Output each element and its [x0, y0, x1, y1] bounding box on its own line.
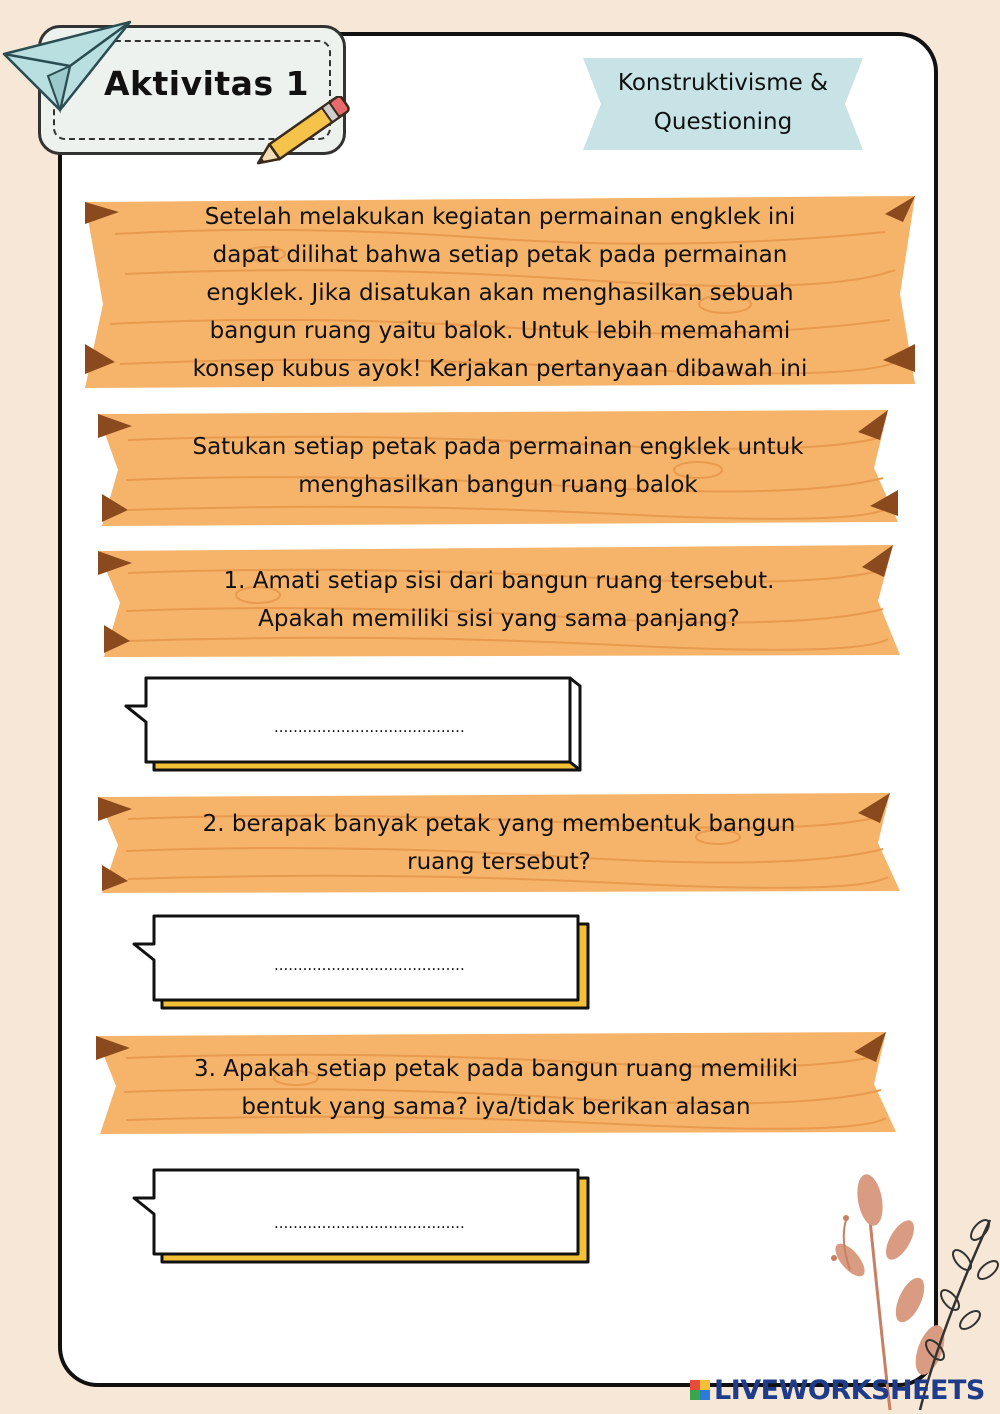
answer-2-placeholder: ........................................ — [274, 956, 465, 974]
instruction-line: menghasilkan bangun ruang balok — [298, 472, 698, 498]
question-3-plank — [96, 1032, 896, 1134]
pencil-icon — [244, 96, 364, 166]
brand-name: LIVEWORKSHEETS — [714, 1374, 985, 1406]
question-2-plank — [98, 793, 900, 893]
topic-label: Konstruktivisme & Questioning — [617, 70, 829, 135]
answer-2-input[interactable] — [132, 914, 594, 1010]
liveworksheets-logo-icon — [690, 1380, 710, 1400]
question-1-line: 1. Amati setiap sisi dari bangun ruang tersebut. — [223, 568, 775, 594]
intro-line: bangun ruang yaitu balok. Untuk lebih memahami — [209, 318, 791, 344]
intro-line: engklek. Jika disatukan akan menghasilkan sebuah — [206, 280, 794, 306]
question-3-line: bentuk yang sama? iya/tidak berikan alasan — [241, 1094, 751, 1120]
question-1-plank — [98, 545, 900, 657]
intro-line: konsep kubus ayok! Kerjakan pertanyaan dibawah ini — [192, 356, 808, 382]
answer-3-placeholder: ........................................ — [274, 1214, 465, 1232]
liveworksheets-logo[interactable] — [690, 1374, 985, 1406]
answer-3-input[interactable] — [132, 1168, 594, 1264]
answer-1-placeholder: ........................................ — [274, 718, 465, 736]
leaf-branch-icon — [820, 1160, 1000, 1410]
intro-plank — [85, 194, 915, 388]
question-2-line: ruang tersebut? — [407, 849, 591, 875]
instruction-line: Satukan setiap petak pada permainan engklek untuk — [192, 434, 804, 460]
intro-line: Setelah melakukan kegiatan permainan engklek ini — [204, 204, 796, 230]
page-title: Aktivitas 1 — [104, 64, 310, 103]
question-3-line: 3. Apakah setiap petak pada bangun ruang memiliki — [193, 1056, 799, 1082]
question-2-line: 2. berapak banyak petak yang membentuk bangun — [202, 811, 796, 837]
instruction-plank — [98, 410, 898, 526]
answer-1-input[interactable] — [124, 676, 586, 772]
question-1-line: Apakah memiliki sisi yang sama panjang? — [258, 606, 740, 632]
intro-line: dapat dilihat bahwa setiap petak pada permainan — [212, 242, 788, 268]
